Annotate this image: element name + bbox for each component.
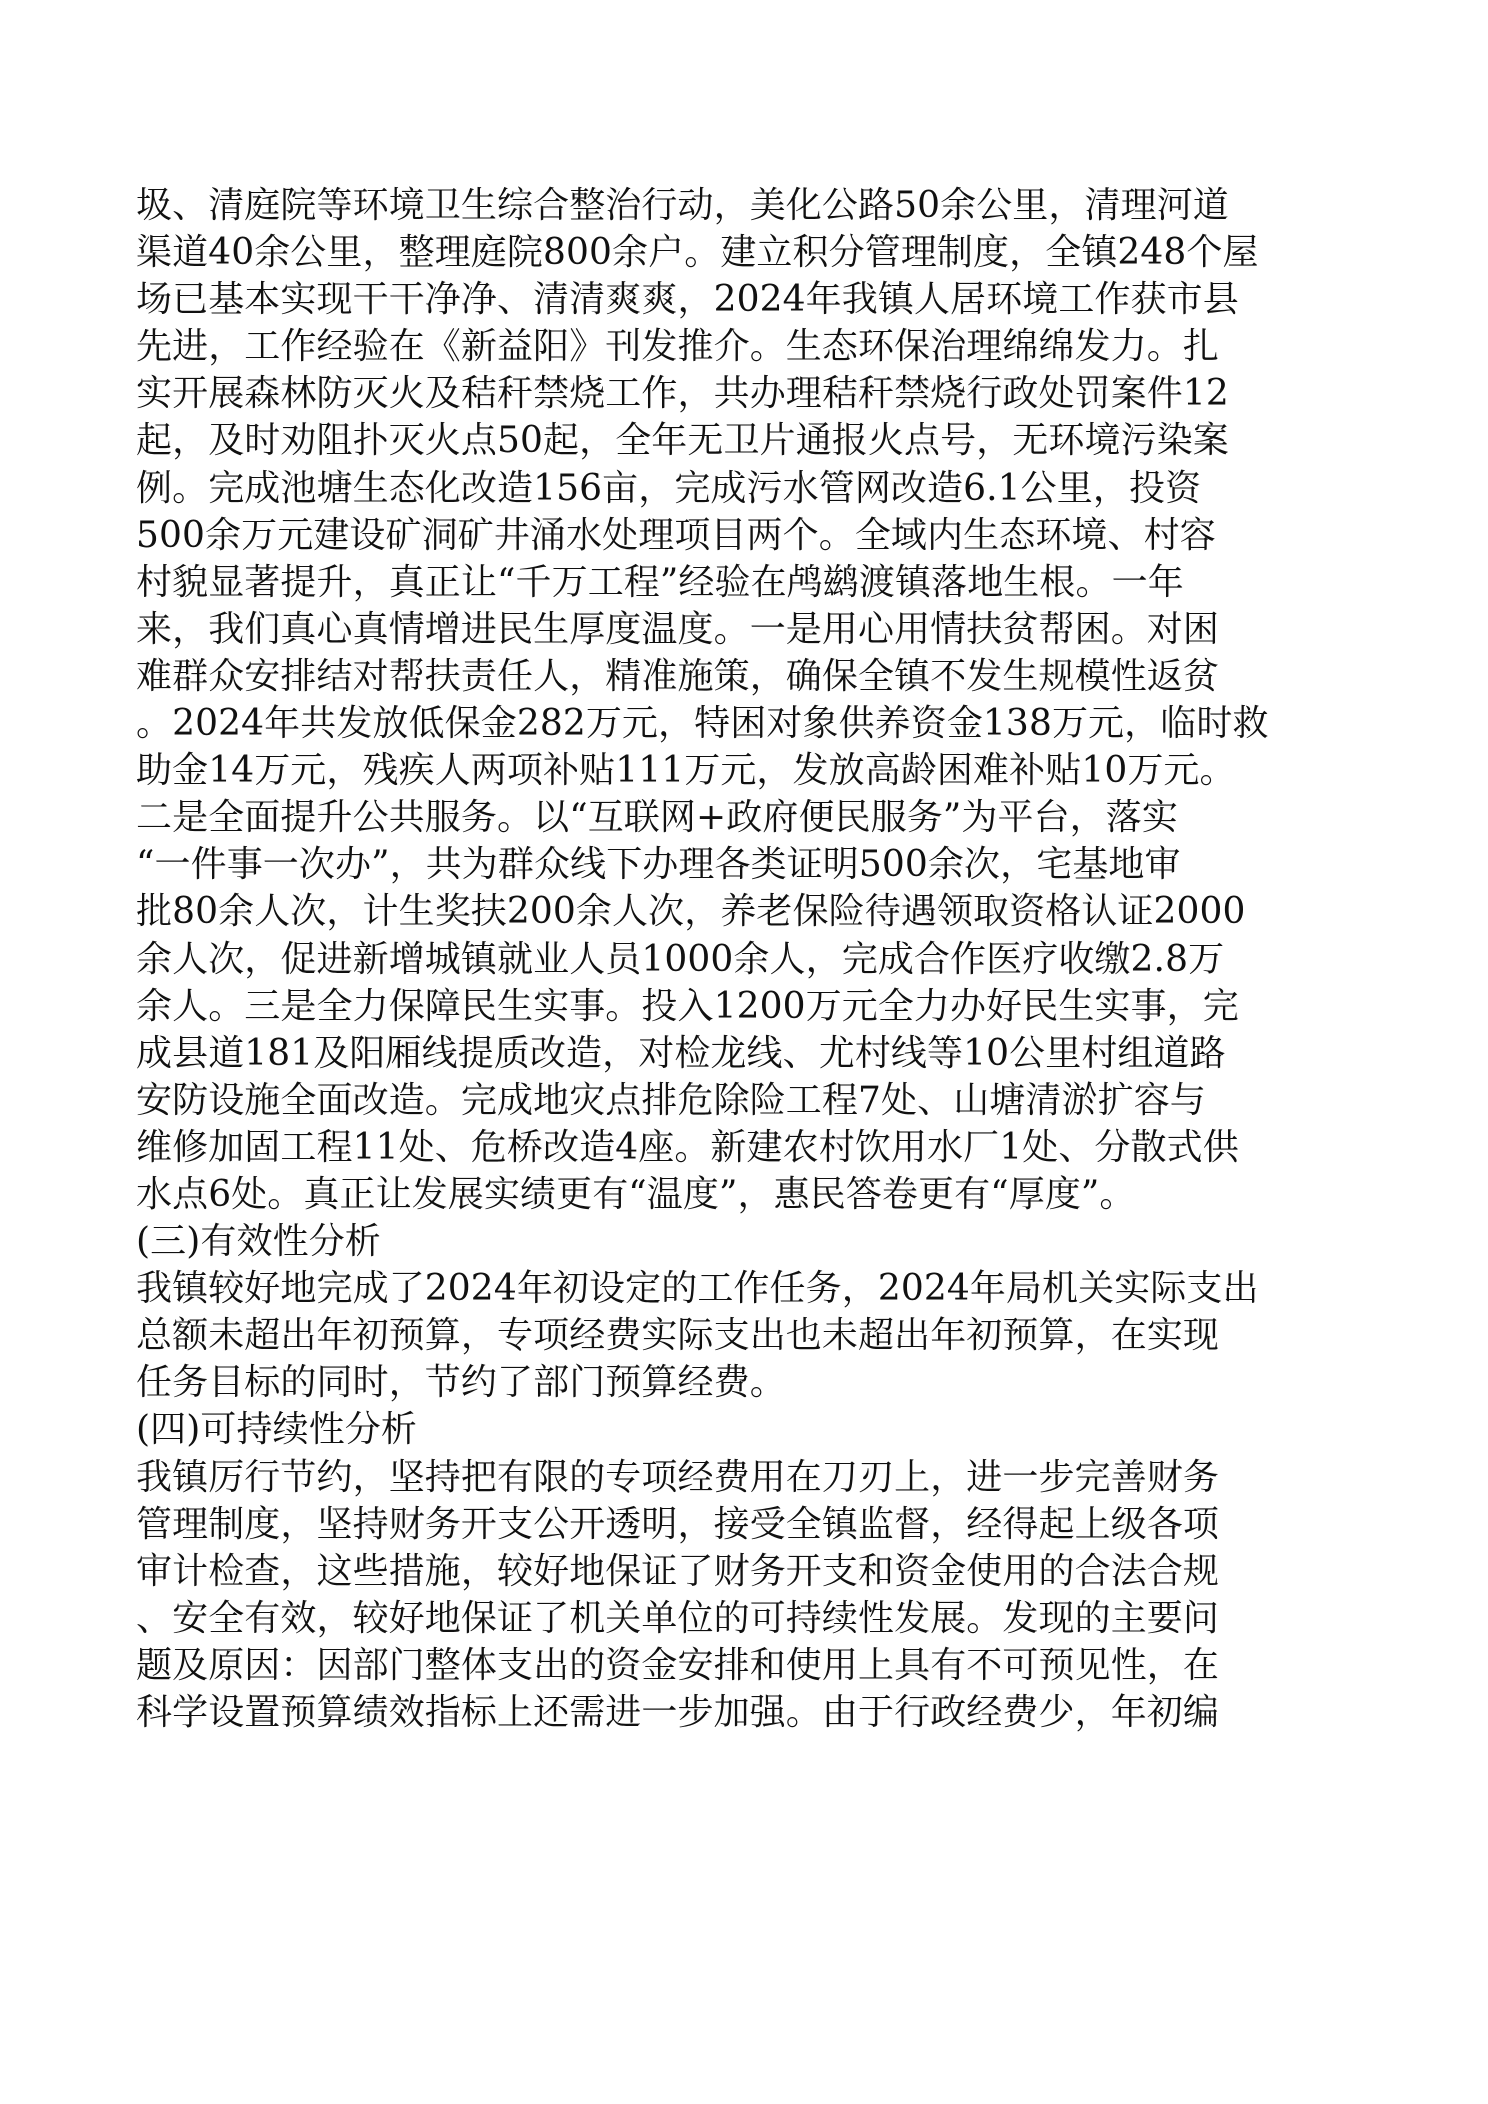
text-line: 起，及时劝阻扑灭火点50起，全年无卫片通报火点号，无环境污染案 bbox=[136, 420, 1229, 462]
text-line: 500余万元建设矿洞矿井涌水处理项目两个。全域内生态环境、村容 bbox=[136, 514, 1216, 556]
section-heading-effectiveness: (三)有效性分析 bbox=[136, 1221, 381, 1263]
body-text bbox=[136, 182, 1356, 1736]
text-line: 题及原因：因部门整体支出的资金安排和使用上具有不可预见性，在 bbox=[136, 1644, 1220, 1686]
text-line: 我镇较好地完成了2024年初设定的工作任务，2024年局机关实际支出 bbox=[136, 1268, 1259, 1310]
text-line: 批80余人次，计生奖扶200余人次，养老保险待遇领取资格认证2000 bbox=[136, 891, 1246, 933]
text-line: 圾、清庭院等环境卫生综合整治行动，美化公路50余公里，清理河道 bbox=[136, 185, 1229, 226]
text-line: 科学设置预算绩效指标上还需进一步加强。由于行政经费少，年初编 bbox=[136, 1692, 1220, 1733]
text-line: 场已基本实现干干净净、清清爽爽，2024年我镇人居环境工作获市县 bbox=[136, 279, 1239, 321]
text-line: 、安全有效，较好地保证了机关单位的可持续性发展。发现的主要问 bbox=[136, 1597, 1220, 1639]
text-line: 水点6处。真正让发展实绩更有“温度”，惠民答卷更有“厚度”。 bbox=[136, 1173, 1136, 1215]
text-line: 难群众安排结对帮扶责任人，精准施策，确保全镇不发生规模性返贫 bbox=[136, 655, 1220, 697]
text-line: 成县道181及阳厢线提质改造，对检龙线、尤村线等10公里村组道路 bbox=[136, 1032, 1226, 1074]
text-line: 来，我们真心真情增进民生厚度温度。一是用心用情扶贫帮困。对困 bbox=[136, 608, 1220, 650]
text-line: 村貌显著提升，真正让“千万工程”经验在鸬鹚渡镇落地生根。一年 bbox=[136, 561, 1184, 603]
text-line: 实开展森林防灭火及秸秆禁烧工作，共办理秸秆禁烧行政处罚案件12 bbox=[136, 373, 1229, 415]
text-line: 管理制度，坚持财务开支公开透明，接受全镇监督，经得起上级各项 bbox=[136, 1503, 1220, 1545]
text-line: 先进，工作经验在《新益阳》刊发推介。生态环保治理绵绵发力。扎 bbox=[136, 326, 1220, 368]
text-line: 我镇厉行节约，坚持把有限的专项经费用在刀刃上，进一步完善财务 bbox=[136, 1456, 1220, 1498]
text-line: 审计检查，这些措施，较好地保证了财务开支和资金使用的合法合规 bbox=[136, 1550, 1220, 1592]
text-line: 渠道40余公里，整理庭院800余户。建立积分管理制度，全镇248个屋 bbox=[136, 232, 1259, 274]
text-line: 余人次，促进新增城镇就业人员1000余人，完成合作医疗收缴2.8万 bbox=[136, 938, 1225, 980]
text-line: 维修加固工程11处、危桥改造4座。新建农村饮用水厂1处、分散式供 bbox=[136, 1126, 1239, 1168]
text-line: 余人。三是全力保障民生实事。投入1200万元全力办好民生实事，完 bbox=[136, 985, 1239, 1027]
section-heading-sustainability: (四)可持续性分析 bbox=[136, 1409, 417, 1451]
text-line: 总额未超出年初预算，专项经费实际支出也未超出年初预算，在实现 bbox=[136, 1315, 1220, 1357]
text-line: “一件事一次办”，共为群众线下办理各类证明500余次，宅基地审 bbox=[136, 844, 1181, 886]
text-line: 二是全面提升公共服务。以“互联网+政府便民服务”为平台，落实 bbox=[136, 797, 1178, 839]
text-line: 。2024年共发放低保金282万元，特困对象供养资金138万元，临时救 bbox=[136, 703, 1269, 745]
text-line: 例。完成池塘生态化改造156亩，完成污水管网改造6.1公里，投资 bbox=[136, 467, 1202, 509]
text-line: 安防设施全面改造。完成地灾点排危除险工程7处、山塘清淤扩容与 bbox=[136, 1079, 1206, 1121]
text-line: 助金14万元，残疾人两项补贴111万元，发放高龄困难补贴10万元。 bbox=[136, 750, 1236, 792]
text-line: 任务目标的同时，节约了部门预算经费。 bbox=[136, 1362, 786, 1404]
